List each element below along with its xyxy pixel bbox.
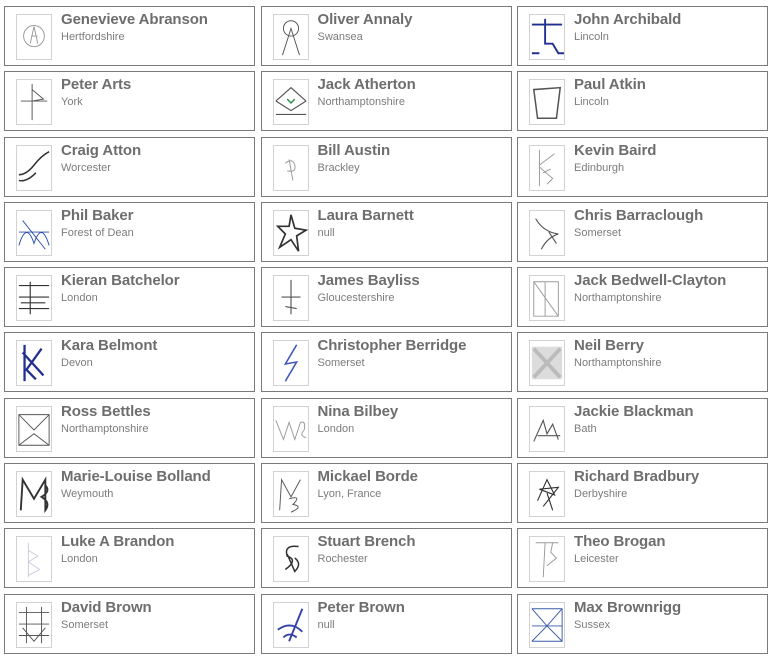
- person-card[interactable]: [4, 463, 255, 523]
- signature-mark-icon: [17, 603, 51, 647]
- signature-thumbnail: [529, 602, 565, 648]
- signature-mark-icon: [17, 276, 51, 320]
- signature-mark-icon: [530, 211, 564, 255]
- person-name: Nina Bilbey: [317, 402, 399, 420]
- signature-thumbnail: [16, 536, 52, 582]
- person-card[interactable]: [517, 267, 768, 327]
- signature-thumbnail: [273, 406, 309, 452]
- signature-mark-icon: [17, 211, 51, 255]
- person-card[interactable]: [4, 594, 255, 654]
- signature-thumbnail: [16, 471, 52, 517]
- person-name: Luke A Brandon: [61, 533, 175, 551]
- person-card[interactable]: [261, 202, 512, 262]
- person-card[interactable]: [517, 202, 768, 262]
- person-location: Edinburgh: [574, 161, 625, 174]
- person-name: Kevin Baird: [574, 141, 657, 159]
- person-card[interactable]: [517, 332, 768, 392]
- person-card[interactable]: [261, 594, 512, 654]
- signature-thumbnail: [529, 471, 565, 517]
- person-card[interactable]: [517, 528, 768, 588]
- person-name: John Archibald: [574, 11, 682, 28]
- signature-thumbnail: [529, 210, 565, 256]
- person-location: null: [317, 618, 335, 631]
- signature-mark-icon: [530, 15, 564, 59]
- signature-mark-icon: [17, 146, 51, 190]
- signature-mark-icon: [530, 603, 564, 647]
- person-location: Sussex: [574, 618, 611, 631]
- person-name: Kara Belmont: [61, 337, 158, 355]
- person-card[interactable]: [261, 332, 512, 392]
- signature-thumbnail: [16, 602, 52, 648]
- person-name: Mickael Borde: [317, 468, 418, 486]
- person-name: Max Brownrigg: [574, 598, 682, 616]
- signature-thumbnail: [273, 275, 309, 321]
- signature-mark-icon: [274, 15, 308, 59]
- person-location: null: [317, 226, 335, 239]
- person-name: Stuart Brench: [317, 533, 416, 551]
- person-location: London: [317, 422, 355, 435]
- person-name: Craig Atton: [61, 141, 142, 159]
- person-name: Peter Brown: [317, 598, 405, 616]
- signature-mark-icon: [274, 537, 308, 581]
- signature-mark-icon: [530, 146, 564, 190]
- person-location: York: [61, 96, 83, 109]
- person-name: Theo Brogan: [574, 533, 666, 551]
- signature-thumbnail: [529, 79, 565, 125]
- person-name: Oliver Annaly: [317, 11, 413, 28]
- person-name: Marie-Louise Bolland: [61, 468, 211, 486]
- person-name: Richard Bradbury: [574, 468, 700, 486]
- signature-thumbnail: [273, 471, 309, 517]
- signature-thumbnail: [16, 210, 52, 256]
- person-location: Forest of Dean: [61, 226, 134, 239]
- signature-mark-icon: [17, 341, 51, 385]
- person-location: Somerset: [574, 226, 622, 239]
- person-name: Christopher Berridge: [317, 337, 467, 355]
- signature-mark-icon: [530, 407, 564, 451]
- person-card[interactable]: [261, 6, 512, 66]
- signature-mark-icon: [274, 341, 308, 385]
- person-card[interactable]: [517, 398, 768, 458]
- person-card[interactable]: [517, 463, 768, 523]
- signature-mark-icon: [530, 472, 564, 516]
- person-location: Somerset: [317, 357, 365, 370]
- person-location: London: [61, 553, 98, 566]
- signature-thumbnail: [16, 275, 52, 321]
- person-name: James Bayliss: [317, 272, 420, 290]
- person-name: Jack Atherton: [317, 76, 416, 94]
- signature-mark-icon: [530, 341, 564, 385]
- person-location: Rochester: [317, 553, 368, 566]
- person-location: Weymouth: [61, 488, 114, 501]
- person-location: Brackley: [317, 161, 360, 174]
- person-card[interactable]: [261, 398, 512, 458]
- signature-mark-icon: [274, 407, 308, 451]
- person-location: Northamptonshire: [574, 292, 662, 305]
- signature-thumbnail: [16, 79, 52, 125]
- person-location: Hertfordshire: [61, 31, 125, 43]
- signature-mark-icon: [274, 472, 308, 516]
- signature-thumbnail: [16, 340, 52, 386]
- person-location: Lincoln: [574, 96, 609, 109]
- person-card[interactable]: [261, 137, 512, 197]
- person-card[interactable]: [4, 528, 255, 588]
- signature-thumbnail: [273, 340, 309, 386]
- person-location: Lyon, France: [317, 488, 382, 501]
- signature-thumbnail: [273, 210, 309, 256]
- signature-mark-icon: [17, 15, 51, 59]
- person-location: Northamptonshire: [574, 357, 662, 370]
- signature-mark-icon: [274, 276, 308, 320]
- person-card[interactable]: [517, 71, 768, 131]
- person-card[interactable]: [4, 202, 255, 262]
- signature-thumbnail: [16, 145, 52, 191]
- person-location: Swansea: [317, 31, 363, 43]
- signature-thumbnail: [529, 145, 565, 191]
- person-name: Phil Baker: [61, 206, 134, 224]
- signature-mark-icon: [530, 80, 564, 124]
- person-name: Jack Bedwell-Clayton: [574, 272, 727, 290]
- person-location: Lincoln: [574, 31, 609, 43]
- signature-mark-icon: [17, 472, 51, 516]
- person-name: Peter Arts: [61, 76, 132, 94]
- signature-mark-icon: [17, 537, 51, 581]
- person-location: Leicester: [574, 553, 619, 566]
- person-card[interactable]: [4, 398, 255, 458]
- signature-thumbnail: [529, 536, 565, 582]
- person-card[interactable]: [517, 594, 768, 654]
- person-card[interactable]: [4, 6, 255, 66]
- signature-grid: [4, 6, 768, 658]
- signature-thumbnail: [529, 275, 565, 321]
- person-name: Jackie Blackman: [574, 402, 694, 420]
- signature-thumbnail: [16, 14, 52, 60]
- signature-thumbnail: [273, 536, 309, 582]
- signature-mark-icon: [530, 537, 564, 581]
- signature-thumbnail: [273, 79, 309, 125]
- person-name: Laura Barnett: [317, 206, 414, 224]
- signature-mark-icon: [274, 603, 308, 647]
- person-name: David Brown: [61, 598, 152, 616]
- signature-thumbnail: [529, 406, 565, 452]
- signature-mark-icon: [17, 407, 51, 451]
- person-card[interactable]: [517, 137, 768, 197]
- person-card[interactable]: [261, 71, 512, 131]
- person-name: Ross Bettles: [61, 402, 151, 420]
- person-location: Worcester: [61, 161, 111, 174]
- person-location: Devon: [61, 357, 93, 370]
- person-location: Derbyshire: [574, 488, 628, 501]
- person-card[interactable]: [261, 267, 512, 327]
- person-location: London: [61, 292, 98, 305]
- person-location: Somerset: [61, 618, 109, 631]
- signature-thumbnail: [16, 406, 52, 452]
- person-location: Bath: [574, 422, 597, 435]
- signature-mark-icon: [274, 146, 308, 190]
- person-name: Paul Atkin: [574, 76, 646, 94]
- signature-thumbnail: [529, 14, 565, 60]
- signature-thumbnail: [529, 340, 565, 386]
- person-name: Genevieve Abranson: [61, 11, 208, 28]
- signature-mark-icon: [274, 80, 308, 124]
- signature-thumbnail: [273, 602, 309, 648]
- person-name: Bill Austin: [317, 141, 391, 159]
- person-card[interactable]: [261, 463, 512, 523]
- signature-mark-icon: [274, 211, 308, 255]
- signature-thumbnail: [273, 14, 309, 60]
- person-name: Chris Barraclough: [574, 206, 704, 224]
- person-card[interactable]: [517, 6, 768, 66]
- signature-mark-icon: [530, 276, 564, 320]
- signature-thumbnail: [273, 145, 309, 191]
- signature-mark-icon: [17, 80, 51, 124]
- person-location: Northamptonshire: [317, 96, 405, 109]
- person-card[interactable]: [4, 267, 255, 327]
- person-name: Kieran Batchelor: [61, 272, 180, 290]
- person-card[interactable]: [4, 332, 255, 392]
- person-name: Neil Berry: [574, 337, 644, 355]
- person-location: Gloucestershire: [317, 292, 395, 305]
- person-card[interactable]: [4, 137, 255, 197]
- person-card[interactable]: [261, 528, 512, 588]
- person-card[interactable]: [4, 71, 255, 131]
- person-location: Northamptonshire: [61, 422, 149, 435]
